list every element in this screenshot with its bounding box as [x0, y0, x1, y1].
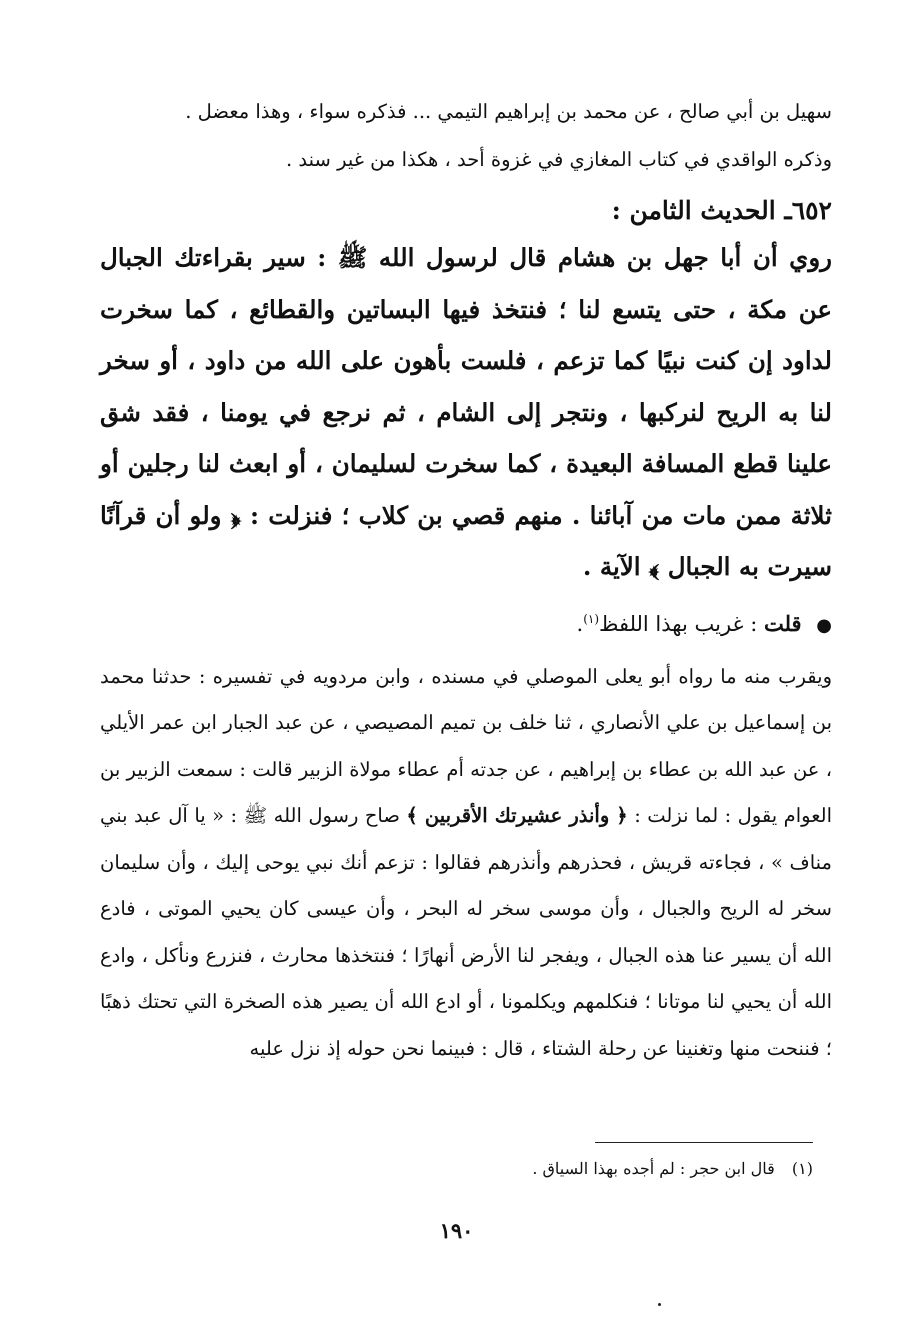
footnote — [113, 1156, 813, 1182]
footnote-divider — [595, 1142, 813, 1143]
lead-line-1: سهيل بن أبي صالح ، عن محمد بن إبراهيم التيمي ... فذكره سواء ، وهذا معضل . — [185, 100, 832, 123]
body-text-part2: صاح رسول الله ﷺ : « يا آل عبد بني مناف » ، فجاءته قريش ، فحذرهم وأنذرهم فقالوا : تزعم أنك نبي يوحى إليك ، وأن سليمان سخر له الريح والجبال ، وأن موسى سخر له البحر ، وأن عيسى كان يحيي الموتى ، فادع الله أن يسير عنا هذه الجبال ، ويفجر لنا الأرض أنهارًا ؛ فنتخذها محارث ، فنزرع ونأكل ، وادع الله أن يحيي لنا موتانا ؛ فنكلمهم ويكلمونا ، أو ادع الله أن يصير هذه الصخرة التي تحتك ذهبًا ؛ فننحت منها وتغنينا عن رحلة الشتاء ، قال : فبينما نحن حوله إذ نزل عليه — [100, 804, 832, 1060]
quran-verse: ﴿ وأنذر عشيرتك الأقربين ﴾ — [406, 804, 628, 827]
footnote-number: (١) — [791, 1159, 813, 1178]
ink-dot — [658, 1303, 661, 1306]
qawl-text: : غريب بهذا اللفظ — [599, 611, 758, 636]
qawl-end: . — [576, 611, 584, 636]
hadith-text: روي أن أبا جهل بن هشام قال لرسول الله ﷺ : سير بقراءتك الجبال عن مكة ، حتى يتسع لنا ؛ فنتخذ فيها البساتين والقطائع ، كما سخرت لداود إن كنت نبيًا كما تزعم ، فلست بأهون على الله من داود ، أو سخر لنا به الريح لنركبها ، ونتجر إلى الشام ، ثم نرجع في يومنا ، فقد شق علينا قطع المسافة البعيدة ، كما سخرت لسليمان ، أو ابعث لنا رجلين أو ثلاثة ممن مات من آبائنا . منهم قصي بن كلاب ؛ فنزلت : ﴿ ولو أن قرآنًا سيرت به الجبال ﴾ الآية . — [100, 243, 832, 581]
page-body — [100, 88, 832, 1072]
page-number: ١٩٠ — [439, 1218, 474, 1243]
body-paragraph — [100, 654, 832, 1073]
qawl-label: قلت — [763, 610, 802, 636]
qawl-line — [100, 597, 832, 648]
body-text-part1: ويقرب منه ما رواه أبو يعلى الموصلي في مسنده ، وابن مردويه في تفسيره : حدثنا محمد بن إسماعيل بن علي الأنصاري ، ثنا خلف بن تميم المصيصي ، عن عبد الجبار ابن عمر الأيلي ، عن عبد الله بن عطاء بن إبراهيم ، عن جدته أم عطاء مولاة الزبير قالت : سمعت الزبير بن العوام يقول : لما نزلت : — [100, 664, 833, 827]
hadith-heading: ٦٥٢ـ الحديث الثامن : — [611, 196, 832, 225]
lead-line-2: وذكره الواقدي في كتاب المغازي في غزوة أحد ، هكذا من غير سند . — [286, 148, 832, 171]
footnote-reference: (١) — [583, 611, 600, 626]
bullet-icon: ● — [816, 614, 832, 636]
footnote-text: قال ابن حجر : لم أجده بهذا السياق . — [532, 1159, 775, 1178]
